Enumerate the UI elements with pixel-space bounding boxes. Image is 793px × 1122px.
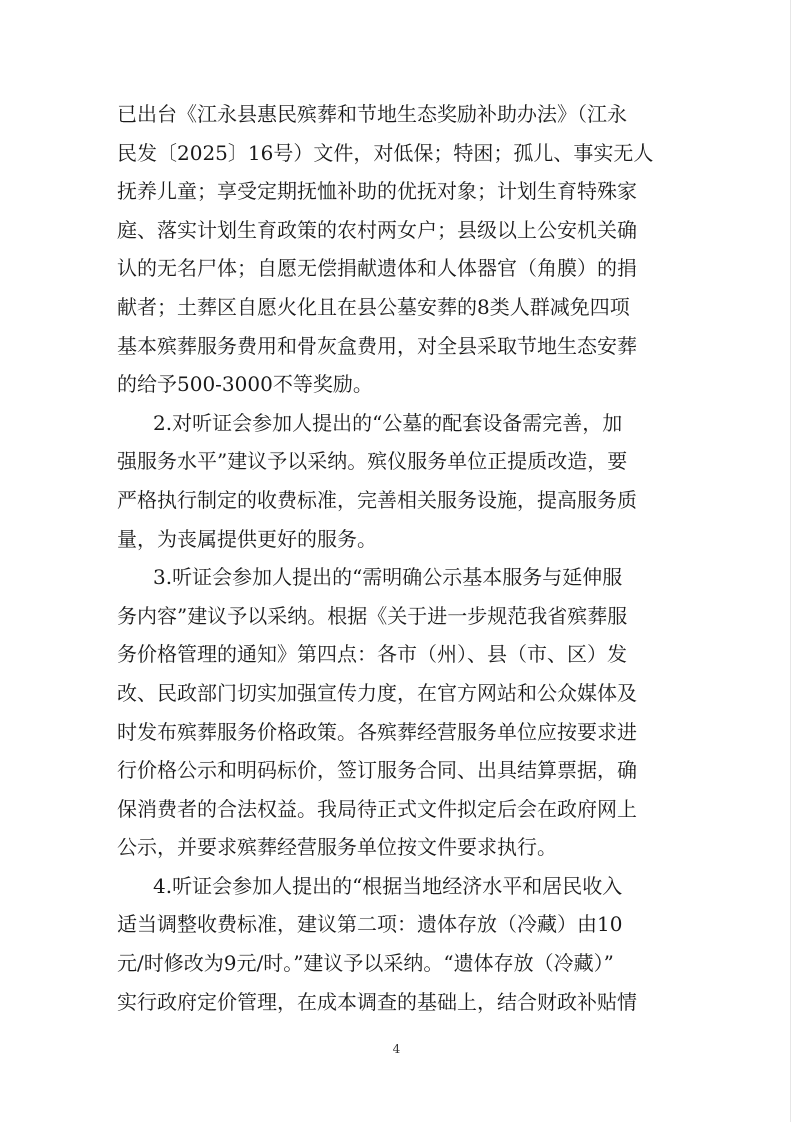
text-line: 务价格管理的通知》第四点：各市（州）、县（市、区）发 [117,642,627,667]
text-line: 实行政府定价管理，在成本调查的基础上，结合财政补贴情 [117,989,637,1014]
text-line: 抚养儿童；享受定期抚恤补助的优抚对象；计划生育特殊家 [117,179,637,204]
text-line: 基本殡葬服务费用和骨灰盒费用，对全县采取节地生态安葬 [117,333,637,358]
text-line: 务内容”建议予以采纳。根据《关于进一步规范我省殡葬服 [117,603,628,628]
text-line: 改、民政部门切实加强宣传力度，在官方网站和公众媒体及 [117,680,637,705]
text-line: 民发〔2025〕16号）文件，对低保；特困；孤儿、事实无人 [117,140,654,165]
scan-edge-line [790,0,791,1122]
text-line: 强服务水平”建议予以采纳。殡仪服务单位正提质改造，要 [117,449,628,474]
text-line: 认的无名尸体；自愿无偿捐献遗体和人体器官（角膜）的捐 [117,256,637,281]
text-line: 行价格公示和明码标价，签订服务合同、出具结算票据，确 [117,758,637,783]
text-line: 量，为丧属提供更好的服务。 [117,526,377,551]
text-line: 时发布殡葬服务价格政策。各殡葬经营服务单位应按要求进 [117,719,637,744]
text-line: 保消费者的合法权益。我局待正式文件拟定后会在政府网上 [117,796,637,821]
text-line: 元/时修改为9元/时。”建议予以采纳。“遗体存放（冷藏）” [117,951,614,976]
text-line: 严格执行制定的收费标准，完善相关服务设施，提高服务质 [117,487,637,512]
text-line: 已出台《江永县惠民殡葬和节地生态奖励补助办法》（江永 [117,102,627,126]
text-line: 献者；土葬区自愿火化且在县公墓安葬的8类人群减免四项 [117,294,630,319]
text-line: 适当调整收费标准，建议第二项：遗体存放（冷藏）由10 [117,912,623,937]
document-body [117,95,677,1021]
text-line: 的给予500-3000不等奖励。 [117,372,373,397]
text-line: 庭、落实计划生育政策的农村两女户；县级以上公安机关确 [117,217,637,242]
paragraph-4-first-line: 4.听证会参加人提出的“根据当地经济水平和居民收入 [153,873,623,898]
page-number: 4 [392,1042,401,1056]
paragraph-3-first-line: 3.听证会参加人提出的“需明确公示基本服务与延伸服 [153,565,623,590]
paragraph-2-first-line: 2.对听证会参加人提出的“公墓的配套设备需完善，加 [153,410,623,435]
text-line: 公示，并要求殡葬经营服务单位按文件要求执行。 [117,835,557,860]
